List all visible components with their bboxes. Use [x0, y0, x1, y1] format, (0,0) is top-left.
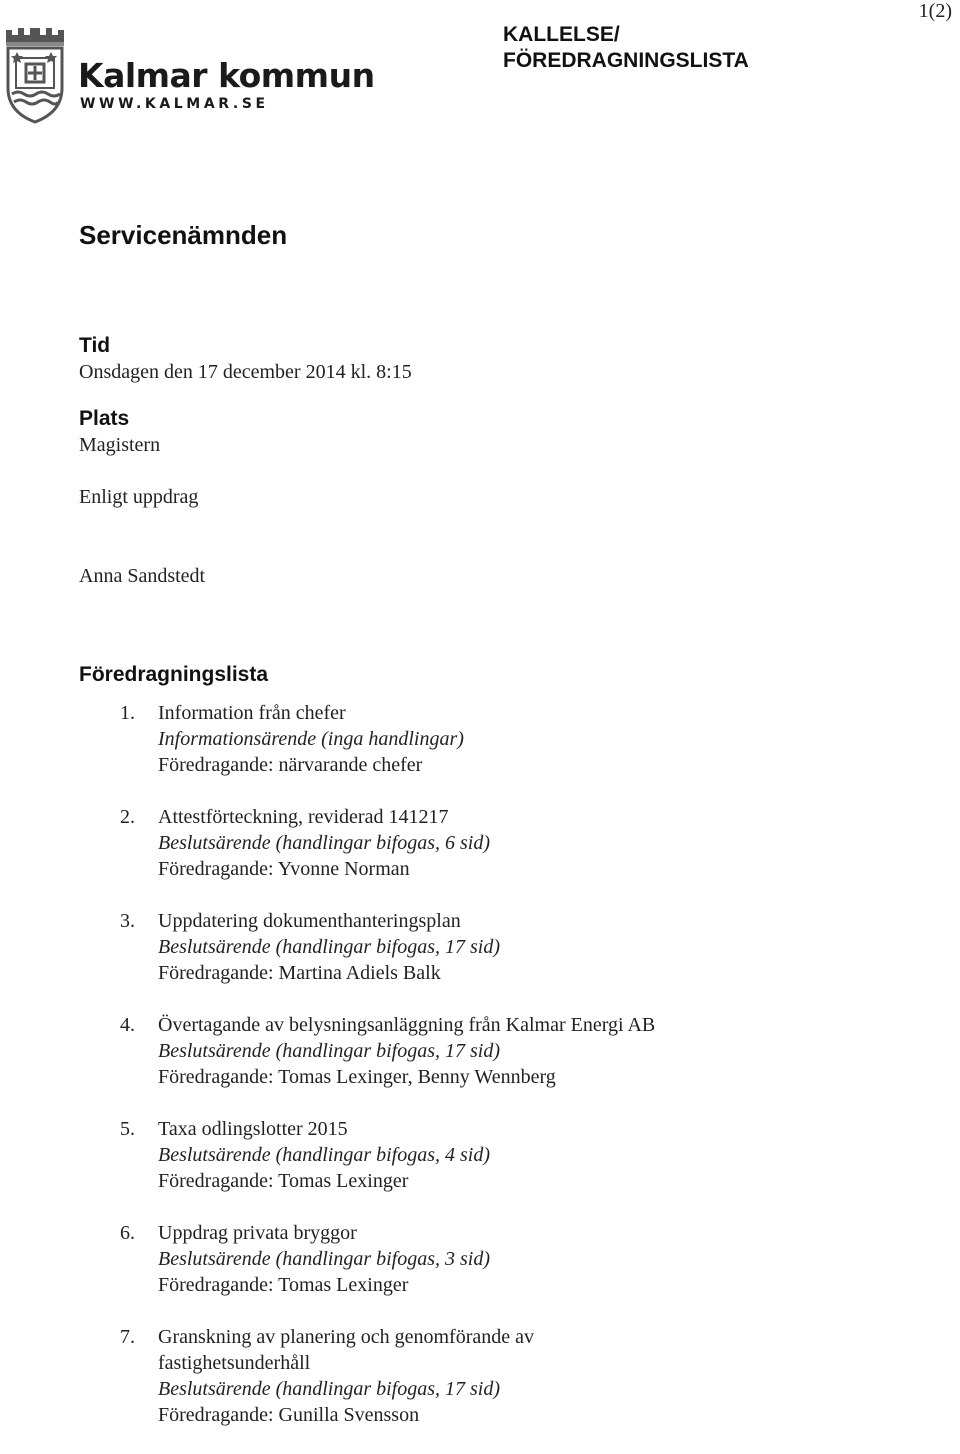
- agenda-item-title: Attestförteckning, reviderad 141217: [158, 806, 449, 828]
- logo-name: Kalmar kommun: [78, 56, 375, 95]
- page-number: 1(2): [918, 0, 952, 22]
- agenda-item: [120, 908, 920, 986]
- agenda-item-type: Beslutsärende (handlingar bifogas, 17 sid): [158, 1378, 501, 1400]
- attendees: Enligt uppdrag: [79, 486, 199, 508]
- agenda-item: [120, 1220, 920, 1298]
- logo-url: WWW.KALMAR.SE: [80, 96, 269, 112]
- agenda-item-type: Beslutsärende (handlingar bifogas, 17 sid): [158, 936, 501, 958]
- agenda-item-title-continued: fastighetsunderhåll: [158, 1352, 311, 1374]
- agenda-heading: Föredragningslista: [79, 663, 269, 686]
- agenda-item: [120, 700, 920, 778]
- agenda-item: [120, 804, 920, 882]
- agenda-item: [120, 1012, 920, 1090]
- agenda-item-presenter: Föredragande: Yvonne Norman: [158, 858, 410, 880]
- agenda-item: [120, 1116, 920, 1194]
- agenda-item-presenter: Föredragande: Tomas Lexinger: [158, 1274, 409, 1296]
- document-type-line1: KALLELSE/: [503, 23, 620, 46]
- time-value: Onsdagen den 17 december 2014 kl. 8:15: [79, 361, 412, 383]
- agenda-item-type: Informationsärende (inga handlingar): [158, 728, 464, 750]
- organization-title: Servicenämnden: [79, 220, 288, 250]
- agenda-item: [120, 1324, 920, 1428]
- agenda-item-number: 7.: [120, 1326, 135, 1348]
- agenda-item-number: 5.: [120, 1118, 135, 1140]
- agenda-item-title: Uppdrag privata bryggor: [158, 1222, 357, 1244]
- agenda-item-presenter: Föredragande: Gunilla Svensson: [158, 1404, 420, 1426]
- agenda-item-number: 4.: [120, 1014, 135, 1036]
- kalmar-kommun-logo: [2, 28, 375, 128]
- agenda-item-presenter: Föredragande: Tomas Lexinger: [158, 1170, 409, 1192]
- agenda-item-type: Beslutsärende (handlingar bifogas, 4 sid): [158, 1144, 491, 1166]
- document-type: [503, 22, 749, 74]
- document-type-line2: FÖREDRAGNINGSLISTA: [503, 49, 749, 72]
- agenda-item-title: Taxa odlingslotter 2015: [158, 1118, 348, 1140]
- agenda-item-number: 2.: [120, 806, 135, 828]
- agenda-item-number: 3.: [120, 910, 135, 932]
- agenda-item-title: Information från chefer: [158, 702, 346, 724]
- agenda-item-presenter: Föredragande: närvarande chefer: [158, 754, 423, 776]
- agenda-item-number: 1.: [120, 702, 135, 724]
- place-heading: Plats: [79, 407, 130, 430]
- agenda-item-number: 6.: [120, 1222, 135, 1244]
- place-value: Magistern: [79, 434, 161, 456]
- agenda-item-presenter: Föredragande: Tomas Lexinger, Benny Wennberg: [158, 1066, 556, 1088]
- agenda-item-type: Beslutsärende (handlingar bifogas, 17 sid): [158, 1040, 501, 1062]
- agenda-item-title: Uppdatering dokumenthanteringsplan: [158, 910, 461, 932]
- agenda-item-type: Beslutsärende (handlingar bifogas, 6 sid): [158, 832, 491, 854]
- agenda-item-type: Beslutsärende (handlingar bifogas, 3 sid): [158, 1248, 491, 1270]
- agenda-item-title: Övertagande av belysningsanläggning från Kalmar Energi AB: [158, 1014, 656, 1036]
- agenda-item-title: Granskning av planering och genomförande av: [158, 1326, 534, 1348]
- time-heading: Tid: [79, 334, 111, 357]
- agenda-item-presenter: Föredragande: Martina Adiels Balk: [158, 962, 441, 984]
- agenda-list: [120, 700, 920, 1454]
- secretary: Anna Sandstedt: [79, 565, 206, 587]
- coat-of-arms-icon: [2, 28, 68, 124]
